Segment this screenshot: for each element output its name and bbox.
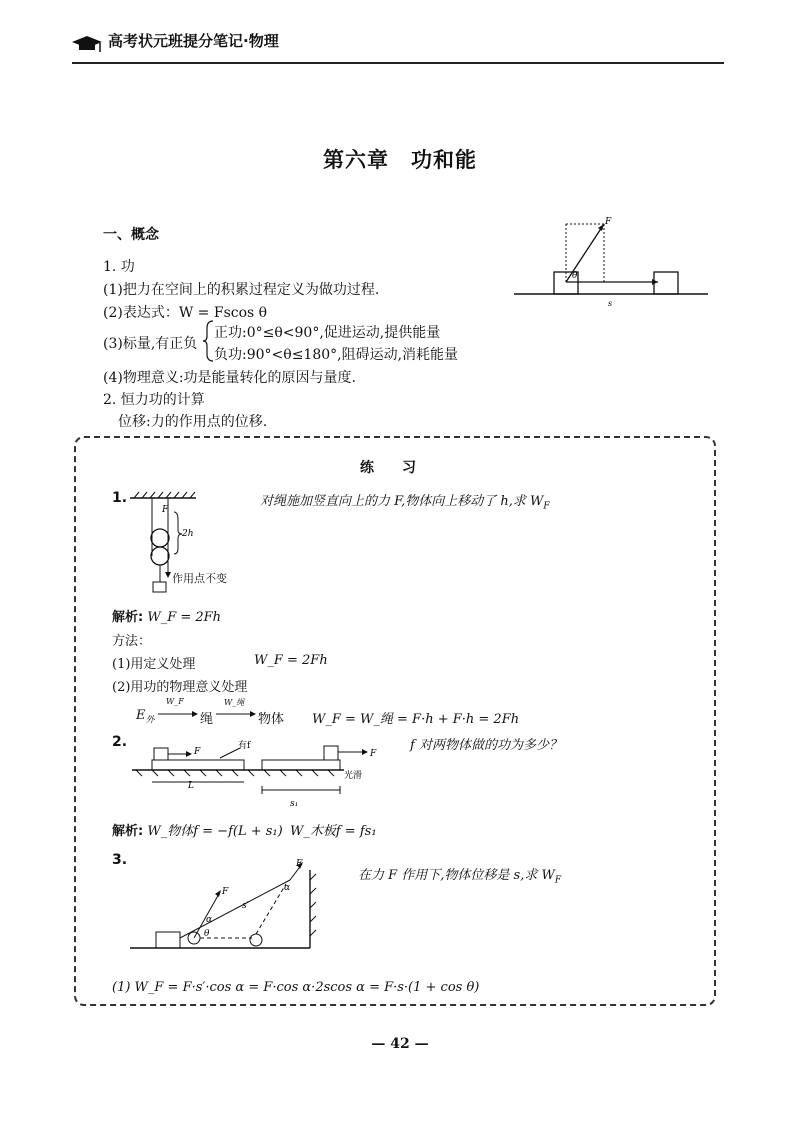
chain-arrow-label: W_F bbox=[166, 697, 184, 706]
slope-force-label: F bbox=[222, 887, 229, 897]
question-text: 对绳施加竖直向上的力 F,物体向上移动了 h,求 $W_F$ bbox=[260, 494, 550, 512]
mortarboard-icon bbox=[70, 34, 104, 54]
chain-start: $E_外$ bbox=[136, 708, 155, 726]
work-diagram bbox=[508, 212, 714, 312]
concept-line: 正功:0°≤θ<90°,促进运动,提供能量 bbox=[214, 325, 441, 341]
concept-line: (1)把力在空间上的积累过程定义为做功过程. bbox=[103, 282, 380, 298]
slope-force-label: F bbox=[296, 859, 303, 869]
chapter-title: 第六章 功和能 bbox=[323, 148, 477, 172]
pulley-note: 作用点不变 bbox=[172, 572, 227, 585]
sprime-label: s′ bbox=[242, 901, 249, 911]
header-rule bbox=[72, 62, 724, 64]
concept-line: 负功:90°<θ≤180°,阻碍运动,消耗能量 bbox=[214, 347, 459, 363]
item-heading: 2. 恒力功的计算 bbox=[103, 392, 205, 408]
question-number: 2. bbox=[112, 734, 128, 750]
practice-title: 练 习 bbox=[360, 460, 416, 476]
pulley-force-label: F bbox=[162, 505, 169, 515]
chain-arrow-label: W_绳 bbox=[224, 698, 245, 707]
item-heading: 1. 功 bbox=[103, 259, 135, 275]
board-diagram bbox=[130, 732, 390, 812]
chain-mid: 绳 bbox=[200, 712, 214, 727]
concept-line: (2)表达式：W = Fscos θ bbox=[103, 305, 268, 321]
method-line: (2)用功的物理意义处理 bbox=[112, 680, 248, 695]
board-smooth-label: 光滑 bbox=[344, 771, 363, 781]
section-heading: 一、概念 bbox=[103, 227, 159, 243]
answer-line: 解析: W_F = 2Fh bbox=[112, 610, 222, 625]
chain-end: 物体 bbox=[258, 712, 285, 727]
method-label: 方法： bbox=[112, 634, 152, 649]
question-number: 3. bbox=[112, 852, 128, 868]
running-header: 高考状元班提分笔记·物理 bbox=[108, 32, 279, 50]
angle-label: θ bbox=[572, 271, 578, 281]
question-text: 在力 F 作用下,物体位移是 s,求 $W_F$ bbox=[358, 868, 562, 886]
slope-diagram bbox=[124, 850, 330, 962]
method-equation: W_F = 2Fh bbox=[254, 653, 328, 668]
concept-line: 位移:力的作用点的位移. bbox=[118, 414, 268, 430]
board-force-label: F bbox=[370, 749, 377, 759]
concept-line: (3)标量,有正负 bbox=[103, 336, 198, 352]
displacement-label: s bbox=[608, 299, 613, 308]
pulley-length-label: 2h bbox=[182, 529, 194, 539]
board-friction-label: 有f bbox=[238, 741, 251, 751]
board-force-label: F bbox=[194, 747, 201, 757]
alpha-label: α bbox=[284, 883, 291, 893]
board-length-label: L bbox=[188, 781, 194, 791]
page-number: — 42 — bbox=[371, 1036, 429, 1052]
chain-equation: W_F = W_绳 = F·h + F·h = 2Fh bbox=[312, 712, 520, 727]
concept-line: (4)物理意义:功是能量转化的原因与量度. bbox=[103, 370, 356, 386]
method-line: (1)用定义处理 bbox=[112, 657, 196, 672]
force-label: F bbox=[605, 217, 612, 227]
answer-line: 解析: W_物体f = −f(L + s₁) bbox=[112, 824, 283, 839]
theta-label: θ bbox=[204, 929, 210, 939]
question-text: f 对两物体做的功为多少？ bbox=[410, 738, 562, 753]
board-displacement-label: s₁ bbox=[290, 799, 299, 809]
question-number: 1. bbox=[112, 490, 128, 506]
alpha-label: α bbox=[206, 915, 213, 925]
answer-equation: W_木板f = fs₁ bbox=[290, 824, 377, 839]
answer-equation: (1) W_F = F·s′·cos α = F·cos α·2scos α = F·s·(1 + cos θ) bbox=[112, 980, 480, 995]
